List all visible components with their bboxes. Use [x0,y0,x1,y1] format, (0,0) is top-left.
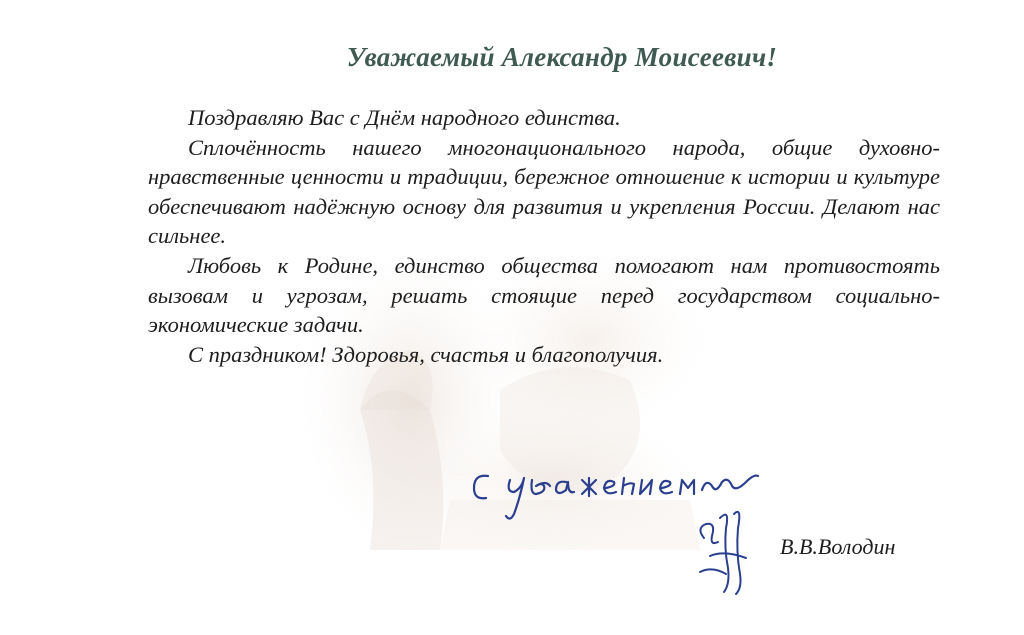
signer-name: В.В.Володин [780,534,896,559]
paragraph-wishes: С праздником! Здоровья, счастья и благополучия. [188,341,664,367]
paragraph-congratulation: Поздравляю Вас с Днём народного единства. [188,105,621,130]
signature-autograph [690,498,760,598]
letter-body [148,103,940,369]
paragraph-love-homeland: Любовь к Родине, единство общества помогают нам противостоять вызовам и угрозам, решать стоящие перед государством социально-экономические задачи. [148,252,940,338]
letter-greeting: Уважаемый Александр Моисеевич! [346,42,778,72]
paragraph-unity: Сплочённость нашего многонационального народа, общие духовно-нравственные ценности и традиции, бережное отношение к истории и культуре обеспечивают надёжную основу для развития и укрепления России. Делают нас сильнее. [148,134,940,249]
